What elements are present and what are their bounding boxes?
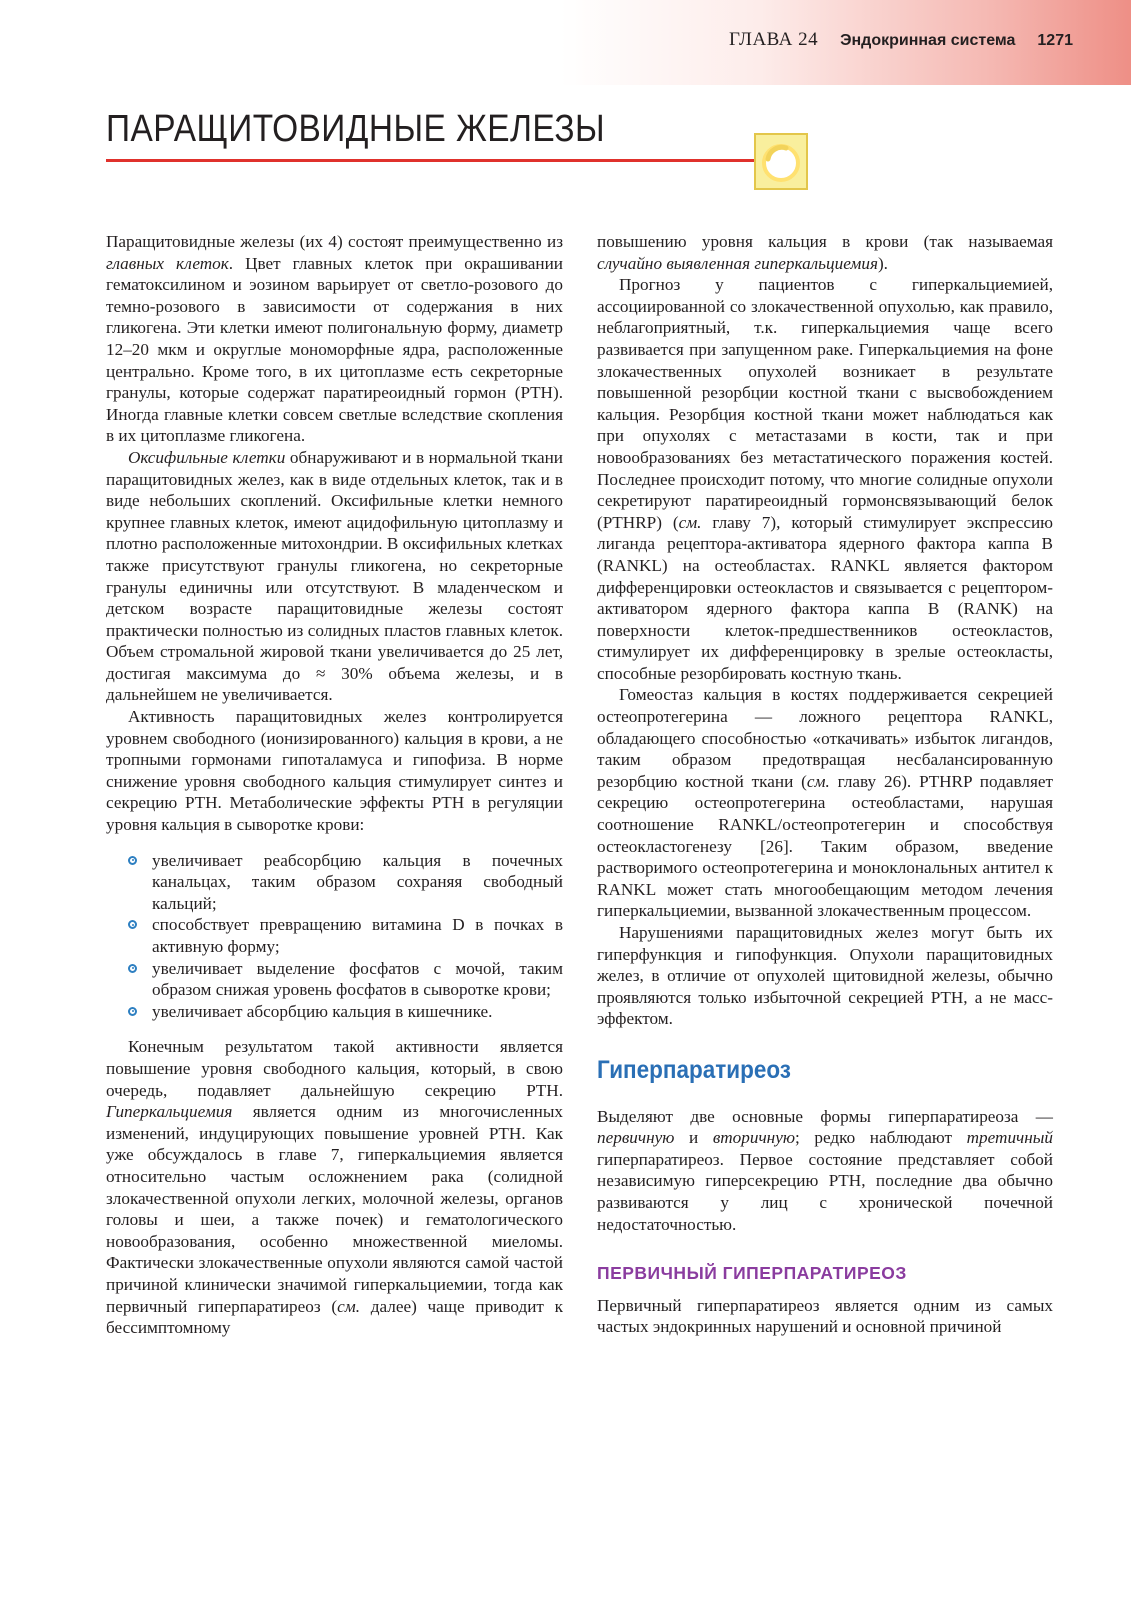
paragraph: Гомеостаз кальция в костях поддерживается секрецией остеопротегерина — ложного рецептора RANKL, обладающего способностью «откачивать» избыток лигандов, таким образом предотвращая несбалансированную резорбцию костной ткани (см. главу 26). PTHRP подавляет секрецию остеопротегерина остеобластами, нарушая соотношение RANKL/остеопротегерин и способствуя остеокластогенезу [26]. Таким образом, введение растворимого остеопротегерина и моноклональных антител к RANKL может стать многообещающим методом лечения гиперкальциемии, вызванной злокачественным процессом. [597, 685, 1053, 921]
chapter-section-marker-icon [754, 133, 808, 190]
page-title: ПАРАЩИТОВИДНЫЕ ЖЕЛЕЗЫ [106, 108, 606, 150]
chapter-title: Эндокринная система [840, 32, 1016, 49]
running-header [729, 29, 1073, 51]
bullet-list [106, 850, 563, 1023]
paragraph: Паращитовидные железы (их 4) состоят преимущественно из главных клеток. Цвет главных клеток при окрашивании гематоксилином и эозином варьирует от светло-розового до темно-розового в зависимости от содержания в них гликогена. Эти клетки имеют полигональную форму, диаметр 12–20 мкм и округлые мономорфные ядра, расположенные центрально. Кроме того, в их цитоплазме есть секреторные гранулы, которые содержат паратиреоидный гормон (PTH). Иногда главные клетки совсем светлые вследствие скопления в их цитоплазме гликогена. [106, 232, 563, 446]
list-item: увеличивает абсорбцию кальция в кишечнике. [106, 1001, 563, 1023]
circle-bullet-icon [128, 920, 137, 929]
circle-bullet-icon [128, 964, 137, 973]
list-item: увеличивает реабсорбцию кальция в почечных канальцах, таким образом сохраняя свободный кальций; [106, 850, 563, 915]
paragraph: повышению уровня кальция в крови (так называемая случайно выявленная гиперкальциемия). [597, 232, 1053, 273]
paragraph: Конечным результатом такой активности является повышение уровня свободного кальция, который, в свою очередь, подавляет дальнейшую секрецию PTH. Гиперкальциемия является одним из многочисленных изменений, индуцирующих повышение уровней PTH. Как уже обсуждалось в главе 7, гиперкальциемия является относительно частым осложнением рака (солидной злокачественной опухоли легких, молочной железы, органов головы и шеи, а также почек) и гематологического новообразования, особенно множественной миеломы. Фактически злокачественные опухоли являются самой частой причиной клинически значимой гиперкальциемии, тогда как первичный гиперпаратиреоз (см. далее) чаще приводит к бессимптомному [106, 1037, 564, 1338]
paragraph: Выделяют две основные формы гиперпаратиреоза — первичную и вторичную; редко наблюдают третичный гиперпаратиреоз. Первое состояние представляет собой независимую гиперсекрецию PTH, последние два обычно развиваются у лиц с хронической почечной недостаточностью. [597, 1106, 1053, 1234]
subsection-heading: ПЕРВИЧНЫЙ ГИПЕРПАРАТИРЕОЗ [597, 1263, 907, 1284]
circle-bullet-icon [128, 856, 137, 865]
list-item: увеличивает выделение фосфатов с мочой, таким образом снижая уровень фосфатов в сыворотке крови; [106, 958, 563, 1001]
paragraph: Первичный гиперпаратиреоз является одним из самых частых эндокринных нарушений и основной причиной [597, 1295, 1053, 1337]
paragraph: Нарушениями паращитовидных желез могут быть их гиперфункция и гипофункция. Опухоли паращитовидных желез, в отличие от опухолей щитовидной железы, обычно проявляются только избыточной секрецией PTH, а не масс-эффектом. [597, 923, 1053, 1029]
paragraph: Оксифильные клетки обнаруживают и в нормальной ткани паращитовидных желез, как в виде отдельных клеток, так и в виде небольших скоплений. Оксифильные клетки немного крупнее главных клеток, имеют ацидофильную цитоплазму и плотно расположенные митохондрии. В оксифильных клетках также присутствуют гранулы гликогена, но секреторные гранулы единичны или отсутствуют. В младенческом и детском возрасте паращитовидные железы состоят практически полностью из солидных пластов главных клеток. Объем стромальной жировой ткани увеличивается до 25 лет, достигая максимума до ≈ 30% объема железы, и в дальнейшем не увеличивается. [106, 447, 563, 705]
list-item: способствует превращению витамина D в почках в активную форму; [106, 914, 563, 957]
section-heading: Гиперпаратиреоз [597, 1055, 791, 1084]
paragraph: Прогноз у пациентов с гиперкальциемией, ассоциированной со злокачественной опухолью, как правило, неблагоприятный, т.к. гиперкальциемия чаще всего развивается при запущенном раке. Гиперкальциемия на фоне злокачественных опухолей возникает в результате повышенной резорбции костной ткани с высвобождением кальция. Резорбция костной ткани может наблюдаться как при опухолях с метастазами в кости, так и при новообразованиях без метастатического поражения костей. Последнее происходит потому, что многие солидные опухоли секретируют паратиреоидный гормонсвязывающий белок (PTHRP) (см. главу 7), который стимулирует экспрессию лиганда рецептора-активатора ядерного фактора каппа B (RANKL) на остеобластах. RANKL является фактором дифференцировки остеокластов и связывается с рецептором-активатором ядерного фактора каппа B (RANK) на поверхности клеток-предшественников остеокластов, стимулирует их дифференцировку в зрелые остеокласты, способные резорбировать костную ткань. [597, 275, 1053, 683]
title-rule [106, 159, 756, 162]
left-column [106, 231, 563, 1339]
right-column [597, 231, 1053, 1338]
circle-bullet-icon [128, 1007, 137, 1016]
paragraph: Активность паращитовидных желез контролируется уровнем свободного (ионизированного) кальция в крови, а не тропными гормонами гипоталамуса и гипофиза. В норме снижение уровня свободного кальция стимулирует синтез и секрецию PTH. Метаболические эффекты PTH в регуляции уровня кальция в сыворотке крови: [106, 707, 563, 835]
chapter-label: ГЛАВА 24 [729, 29, 819, 50]
page-number: 1271 [1037, 32, 1073, 49]
